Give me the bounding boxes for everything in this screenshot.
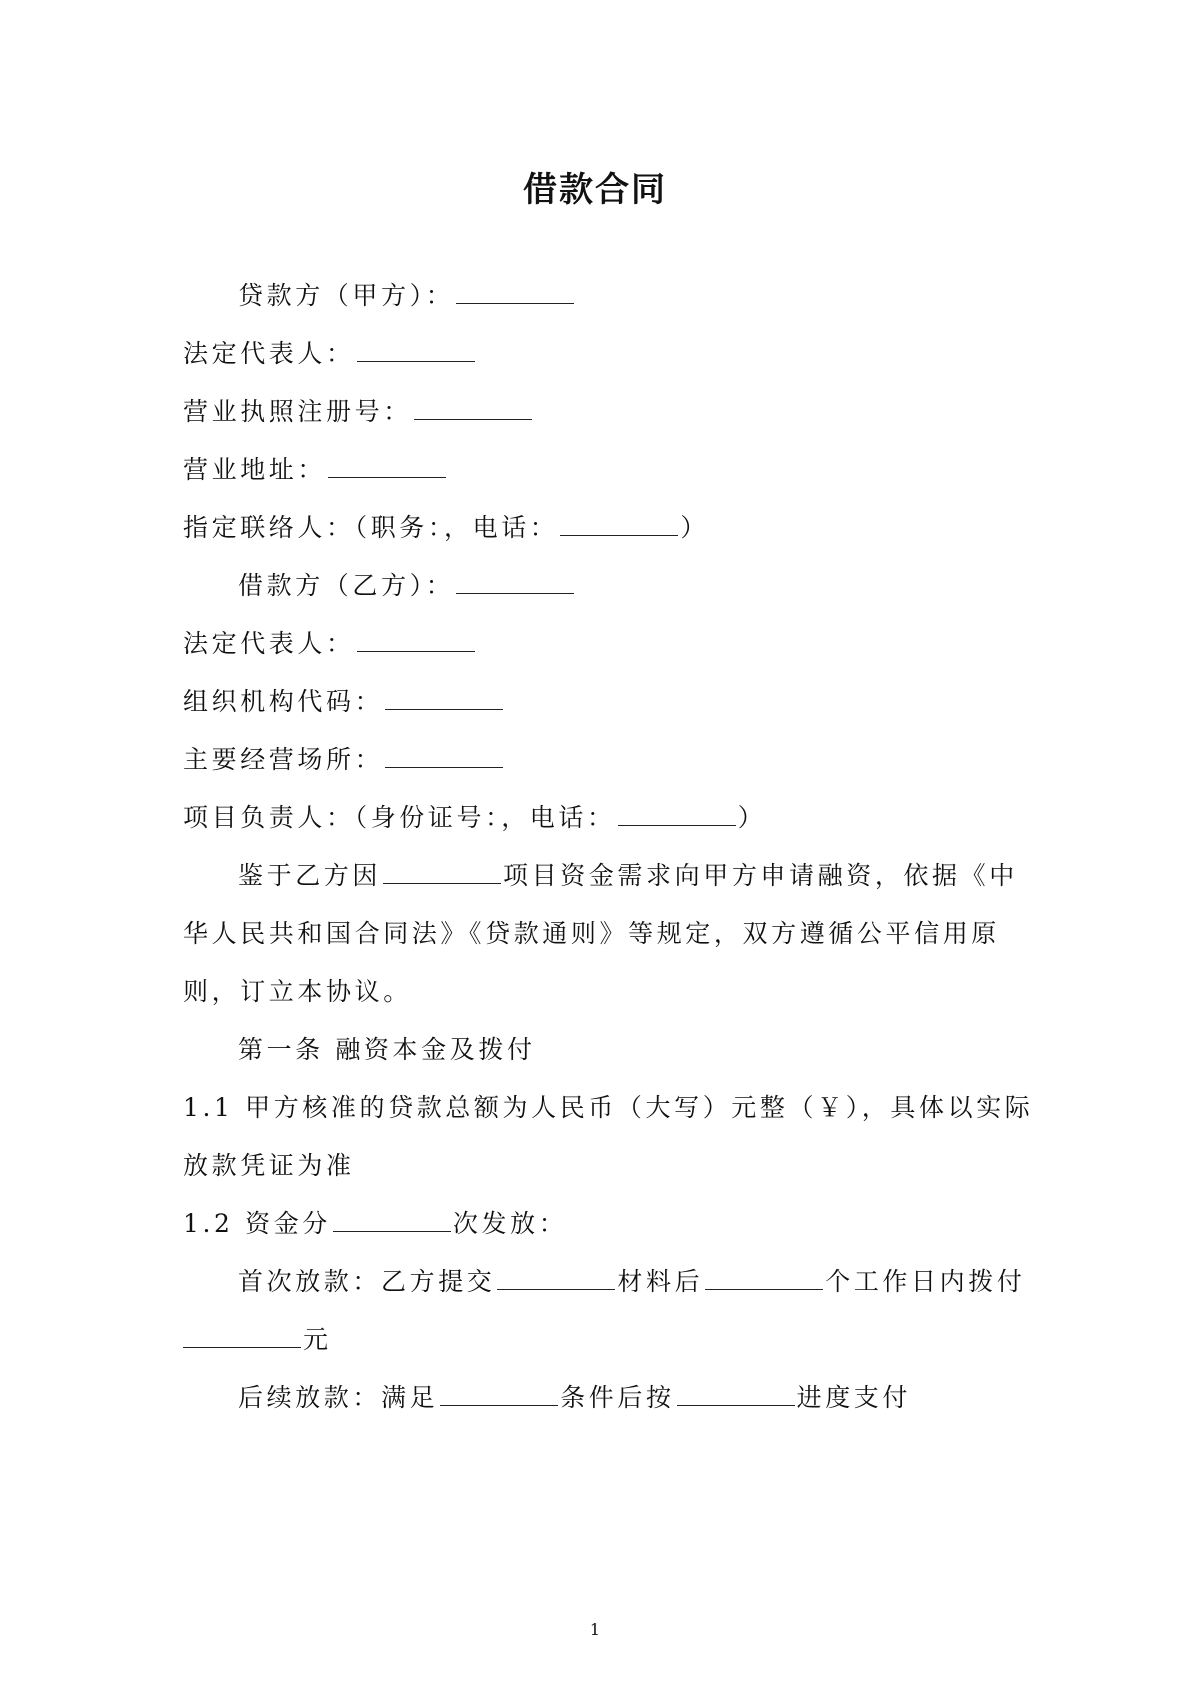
first-disbursement-text-a: 首次放款：乙方提交	[238, 1267, 496, 1296]
progress-blank	[677, 1383, 795, 1406]
clause-1-2-text-a: 1.2 资金分	[183, 1209, 331, 1238]
premises-blank	[385, 745, 503, 768]
premises-line	[183, 742, 505, 778]
preamble-text-1a: 鉴于乙方因	[238, 861, 382, 890]
conditions-blank	[440, 1383, 558, 1406]
borrower-legal-rep-label: 法定代表人：	[183, 629, 355, 658]
contact-line	[183, 510, 709, 546]
subsequent-text-b: 条件后按	[560, 1383, 675, 1412]
clause-1-1-line-2: 放款凭证为准	[183, 1151, 355, 1180]
preamble-text-1b: 项目资金需求向甲方申请融资，依据《中	[503, 861, 1018, 890]
page-number: 1	[589, 1620, 601, 1639]
materials-blank	[497, 1267, 615, 1290]
lender-legal-rep-label: 法定代表人：	[183, 339, 355, 368]
license-line	[183, 394, 534, 430]
clause-1-1-line-1: 1.1 甲方核准的贷款总额为人民币（大写）元整（￥），具体以实际	[183, 1093, 1034, 1122]
borrower-line	[238, 568, 576, 604]
lender-legal-rep-line	[183, 336, 477, 372]
org-code-label: 组织机构代码：	[183, 687, 384, 716]
borrower-legal-rep-line	[183, 626, 477, 662]
working-days-blank	[705, 1267, 823, 1290]
lender-legal-rep-blank	[357, 339, 475, 362]
preamble-line-2: 华人民共和国合同法》《贷款通则》等规定，双方遵循公平信用原	[183, 919, 1000, 948]
preamble-line-3: 则，订立本协议。	[183, 977, 412, 1006]
project-manager-blank	[618, 803, 736, 826]
subsequent-disbursement-line	[238, 1380, 911, 1416]
address-label: 营业地址：	[183, 455, 327, 484]
contact-label: 指定联络人：（职务：，电话：	[183, 513, 559, 542]
license-label: 营业执照注册号：	[183, 397, 412, 426]
preamble-line-1	[238, 858, 1018, 894]
first-disbursement-amount-line	[183, 1322, 332, 1358]
article-1-heading: 第一条 融资本金及拨付	[238, 1035, 536, 1064]
clause-1-2-line	[183, 1206, 567, 1242]
contact-blank	[560, 513, 678, 536]
borrower-label: 借款方（乙方）：	[238, 571, 455, 600]
contract-title: 借款合同	[523, 170, 667, 210]
contact-close: ）	[680, 513, 710, 542]
first-disbursement-text-b: 材料后	[617, 1267, 704, 1296]
clause-1-2-text-b: 次发放：	[452, 1209, 568, 1238]
lender-line	[238, 278, 576, 314]
address-line	[183, 452, 448, 488]
project-manager-close: ）	[737, 803, 767, 832]
amount-blank	[183, 1325, 301, 1348]
lender-blank	[456, 281, 574, 304]
preamble-blank	[383, 861, 501, 884]
first-disbursement-text-c: 个工作日内拨付	[825, 1267, 1026, 1296]
installments-blank	[333, 1209, 451, 1232]
org-code-blank	[385, 687, 503, 710]
borrower-blank	[456, 571, 574, 594]
first-disbursement-text-d: 元	[303, 1325, 332, 1354]
subsequent-text-a: 后续放款：满足	[238, 1383, 439, 1412]
lender-label: 贷款方（甲方）：	[238, 281, 455, 310]
org-code-line	[183, 684, 505, 720]
borrower-legal-rep-blank	[357, 629, 475, 652]
subsequent-text-c: 进度支付	[796, 1383, 912, 1412]
project-manager-line	[183, 800, 766, 836]
project-manager-label: 项目负责人：（身份证号：，电话：	[183, 803, 616, 832]
address-blank	[328, 455, 446, 478]
premises-label: 主要经营场所：	[183, 745, 384, 774]
license-blank	[414, 397, 532, 420]
first-disbursement-line	[238, 1264, 1025, 1300]
